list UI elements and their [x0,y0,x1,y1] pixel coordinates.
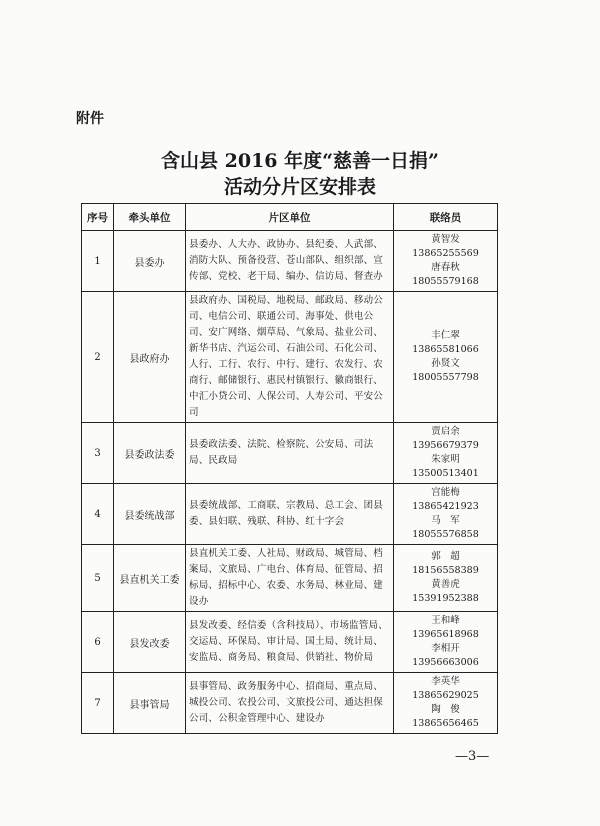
table-row [82,545,498,612]
liaison-phone: 18005557798 [412,372,479,383]
liaison-name: 李英华 [431,676,460,687]
row-area-units: 县委办、人大办、政协办、县纪委、人武部、消防大队、预备役营、苍山部队、组织部、宣传部、党校、老干局、编办、信访局、督查办 [186,231,394,292]
row-number: 1 [82,231,114,292]
row-number: 7 [82,673,114,734]
row-area-units: 县直机关工委、人社局、财政局、城管局、档案局、文旅局、广电台、体育局、征管局、招标局、招标中心、农委、水务局、林业局、建设办 [186,545,394,612]
page-number: —3— [455,749,490,764]
schedule-table [81,203,498,734]
row-liaison [394,484,498,545]
liaison-name: 唐春秋 [431,262,460,273]
row-area-units: 县发改委、经信委（含科技局）、市场监管局、交运局、环保局、审计局、国土局、统计局、安监局、商务局、粮食局、供销社、物价局 [186,612,394,673]
liaison-name: 马 军 [431,515,460,526]
row-liaison [394,292,498,423]
liaison-name: 黄智发 [431,234,460,245]
liaison-name: 丰仁翠 [431,330,460,341]
liaison-name: 李相开 [431,643,460,654]
row-liaison [394,673,498,734]
liaison-name: 贾启余 [431,426,460,437]
row-lead-unit: 县委办 [114,231,186,292]
table-row [82,423,498,484]
liaison-phone: 13865421923 [412,501,479,512]
liaison-name: 黄善虎 [431,579,460,590]
row-lead-unit: 县委统战部 [114,484,186,545]
liaison-phone: 13965618968 [412,629,479,640]
row-area-units: 县事管局、政务服务中心、招商局、重点局、城投公司、农投公司、文旅投公司、通达担保公司、公积金管理中心、建设办 [186,673,394,734]
header-liaison: 联络员 [394,204,498,231]
row-number: 5 [82,545,114,612]
table-header-row [82,204,498,231]
row-number: 3 [82,423,114,484]
row-lead-unit: 县委政法委 [114,423,186,484]
row-lead-unit: 县政府办 [114,292,186,423]
row-number: 6 [82,612,114,673]
header-number: 序号 [82,204,114,231]
row-liaison [394,423,498,484]
attachment-label: 附件 [76,111,104,127]
document-title-line2: 活动分片区安排表 [223,176,376,198]
row-area-units: 县政府办、国税局、地税局、邮政局、移动公司、电信公司、联通公司、海事处、供电公司、安广网络、烟草局、气象局、盐业公司、新华书店、汽运公司、石油公司、石化公司、人行、工行、农行、中行、建行、农发行、农商行、邮储银行、惠民村镇银行、徽商银行、中汇小贷公司、人保公司、人寿公司、平安公司 [186,292,394,423]
liaison-phone: 18055576858 [412,529,479,540]
row-number: 4 [82,484,114,545]
row-area-units: 县委政法委、法院、检察院、公安局、司法局、民政局 [186,423,394,484]
liaison-name: 王和峰 [431,615,460,626]
liaison-name: 陶 俊 [431,704,460,715]
row-liaison [394,545,498,612]
row-area-units: 县委统战部、工商联、宗教局、总工会、团县委、县妇联、残联、科协、红十字会 [186,484,394,545]
document-title-line1: 含山县 2016 年度“慈善一日捐” [161,150,439,172]
liaison-name: 朱家明 [431,454,460,465]
header-lead-unit: 牵头单位 [114,204,186,231]
table-row [82,484,498,545]
header-area-units: 片区单位 [186,204,394,231]
liaison-phone: 13956663006 [412,657,479,668]
row-number: 2 [82,292,114,423]
liaison-name: 宫能梅 [431,487,460,498]
liaison-phone: 13865629025 [412,690,479,701]
liaison-name: 郭 超 [431,551,460,562]
liaison-phone: 13500513401 [412,468,479,479]
table-row [82,292,498,423]
row-lead-unit: 县直机关工委 [114,545,186,612]
liaison-phone: 13956679379 [412,440,479,451]
row-liaison [394,231,498,292]
row-lead-unit: 县发改委 [114,612,186,673]
liaison-phone: 13865255569 [412,248,479,259]
table-row [82,673,498,734]
table-row [82,612,498,673]
liaison-phone: 15391952388 [412,593,479,604]
liaison-phone: 18156558389 [412,565,479,576]
liaison-phone: 13865581066 [412,344,479,355]
table-row [82,231,498,292]
row-lead-unit: 县事管局 [114,673,186,734]
liaison-name: 孙贤文 [431,358,460,369]
row-liaison [394,612,498,673]
liaison-phone: 13865656465 [412,718,479,729]
liaison-phone: 18055579168 [412,276,479,287]
